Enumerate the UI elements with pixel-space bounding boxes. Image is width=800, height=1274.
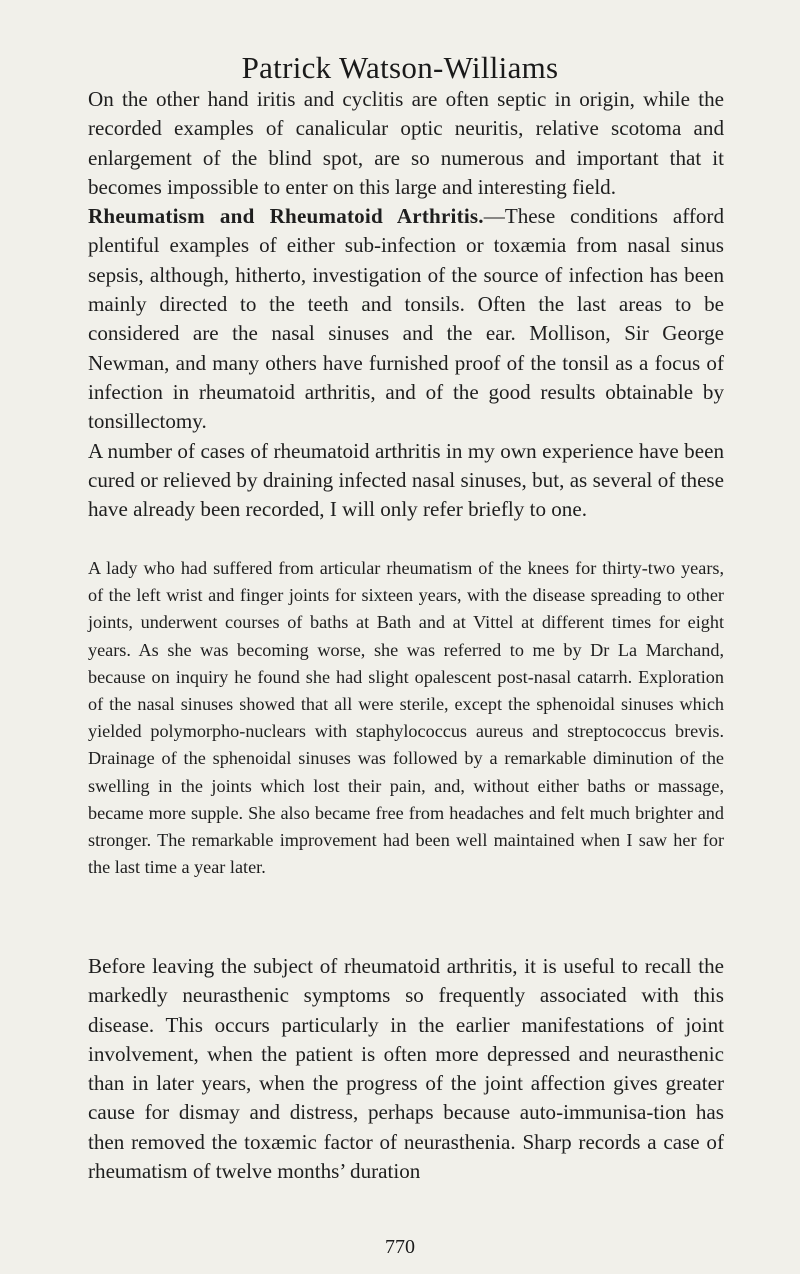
running-head: Patrick Watson-Williams xyxy=(241,50,559,85)
paragraph-rheumatism-text: —These conditions afford plentiful examples of either sub-infection or toxæmia from nasal sinus sepsis, although, hitherto, investigation of the source of infection has been mainly directed to the teeth and tonsils. Often the last areas to be considered are the nasal sinuses and the ear. Mollison, Sir George Newman, and many others have furnished proof of the tonsil as a focus of infection in rheumatoid arthritis, and of the good results obtainable by tonsillectomy. xyxy=(88,204,724,434)
paragraph-cases-intro: A number of cases of rheumatoid arthritis in my own experience have been cured or relieved by draining infected nasal sinuses, but, as several of these have already been recorded, I will only refer briefly to one. xyxy=(88,438,724,522)
paragraph-iritis: On the other hand iritis and cyclitis are often septic in origin, while the recorded examples of canalicular optic neuritis, relative scotoma and enlargement of the blind spot, are so numerous and important that it becomes impossible to enter on this large and interesting field. xyxy=(88,87,724,199)
page-number: 770 xyxy=(385,1236,415,1258)
case-report-block xyxy=(88,555,724,881)
main-text-block xyxy=(88,85,724,524)
section-heading-rheumatism: Rheumatism and Rheumatoid Arthritis. xyxy=(88,204,484,229)
paragraph-rheumatism xyxy=(88,202,724,436)
closing-text-block xyxy=(88,952,724,1186)
case-report-paragraph: A lady who had suffered from articular rheumatism of the knees for thirty-two years, of the left wrist and finger joints for sixteen years, with the disease spreading to other joints, underwent courses of baths at Bath and at Vittel at different times for eight years. As she was becoming worse, she was referred to me by Dr La Marchand, because on inquiry he found she had slight opalescent post-nasal catarrh. Exploration of the nasal sinuses showed that all were sterile, except the sphenoidal sinuses which yielded polymorpho-nuclears with staphylococcus aureus and streptococcus brevis. Drainage of the sphenoidal sinuses was followed by a remarkable diminution of the swelling in the joints which lost their pain, and, without either baths or massage, became more supple. She also became free from headaches and felt much brighter and stronger. The remarkable improvement had been well maintained when I saw her for the last time a year later. xyxy=(88,558,724,878)
paragraph-neurasthenic: Before leaving the subject of rheumatoid arthritis, it is useful to recall the markedly neurasthenic symptoms so frequently associated with this disease. This occurs particularly in the earlier manifestations of joint involvement, when the patient is often more depressed and neurasthenic than in later years, when the progress of the joint affection gives greater cause for dismay and distress, perhaps because auto-immunisa-tion has then removed the toxæmic factor of neurasthenia. Sharp records a case of rheumatism of twelve months’ duration xyxy=(88,954,724,1184)
